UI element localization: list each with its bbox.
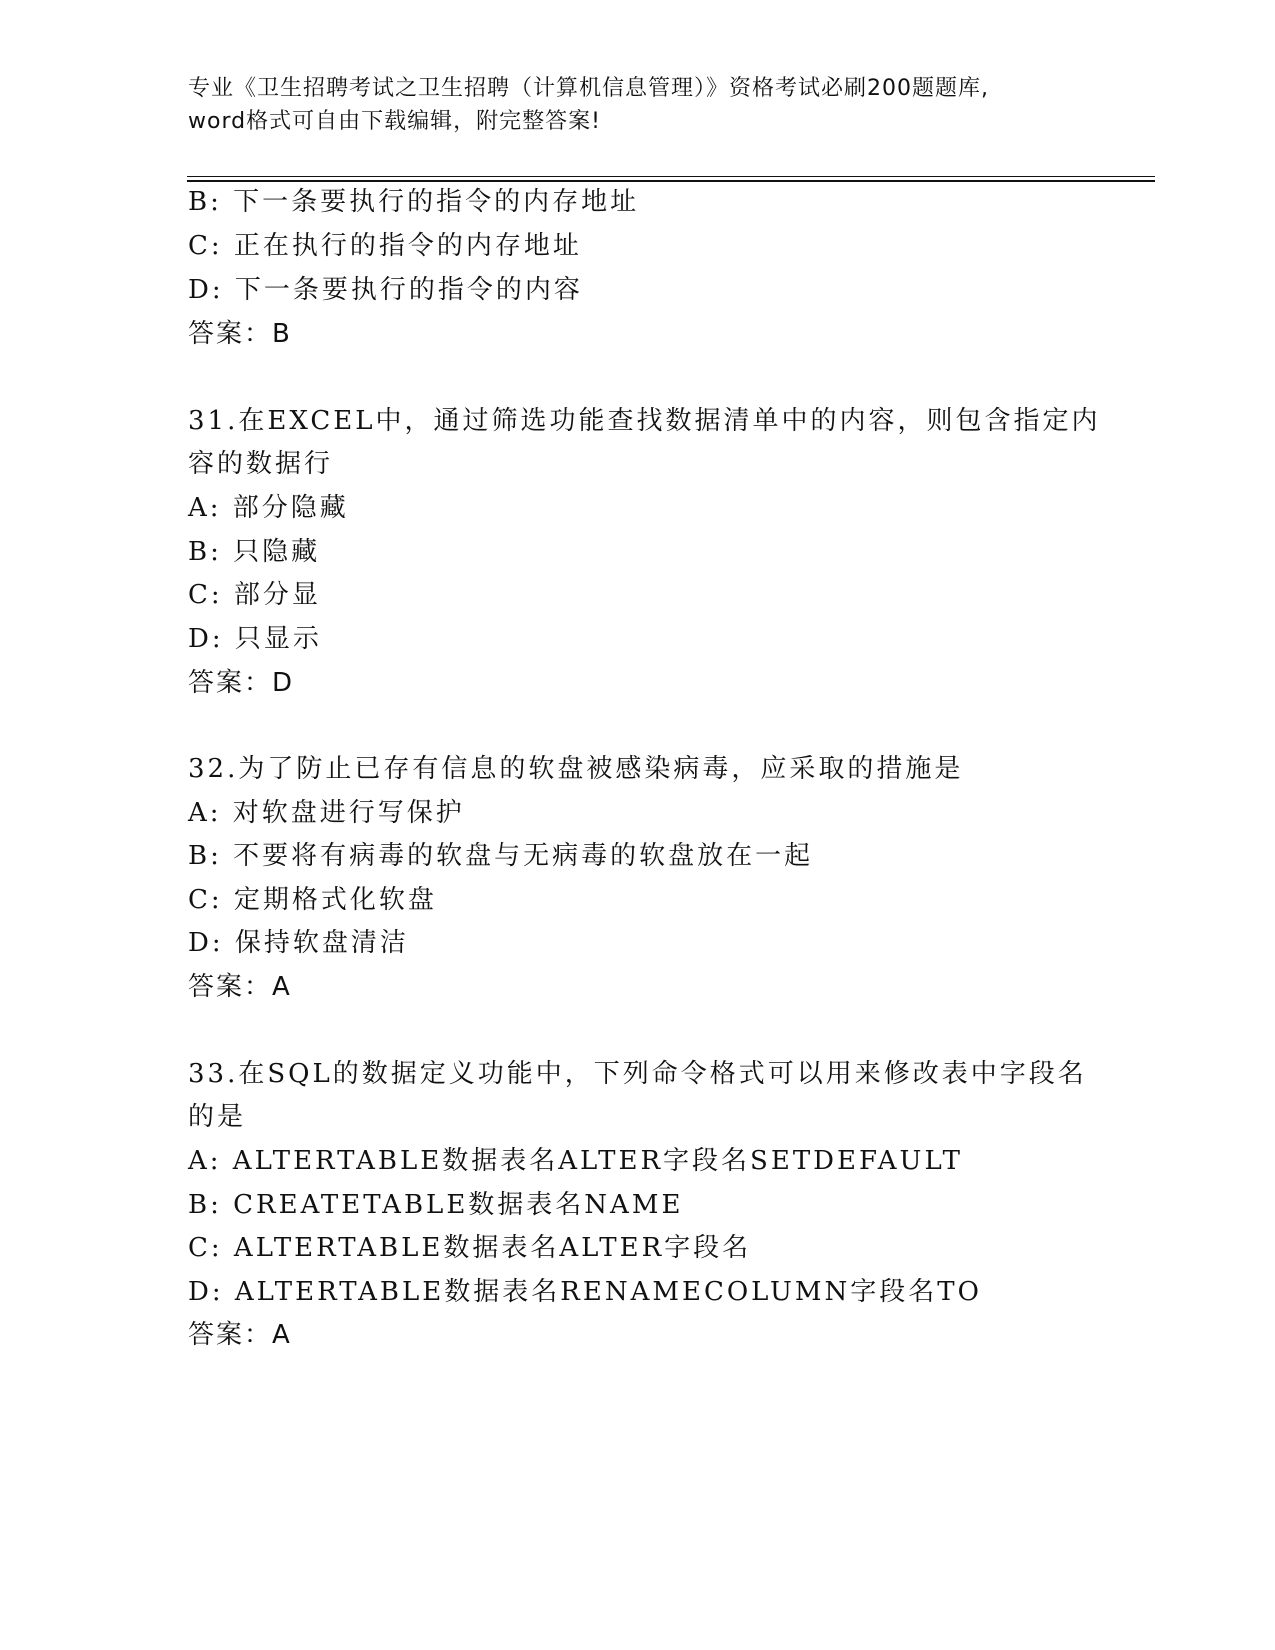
option-c: C: 部分显 <box>188 580 321 610</box>
option-b: B: CREATETABLE数据表名NAME <box>188 1190 684 1220</box>
question-stem: 33.在SQL的数据定义功能中，下列命令格式可以用来修改表中字段名 <box>188 1059 1087 1089</box>
option-d: D: ALTERTABLE数据表名RENAMECOLUMN字段名TO <box>188 1277 982 1307</box>
answer-line: 答案：B <box>188 319 292 349</box>
option-c: C: 定期格式化软盘 <box>188 885 437 915</box>
option-b: B: 不要将有病毒的软盘与无病毒的软盘放在一起 <box>188 841 814 871</box>
question-stem: 的是 <box>188 1102 247 1132</box>
option-b: B: 只隐藏 <box>188 537 321 567</box>
answer-line: 答案：A <box>188 972 292 1002</box>
question-stem: 32.为了防止已存有信息的软盘被感染病毒，应采取的措施是 <box>188 754 964 784</box>
option-c: C: ALTERTABLE数据表名ALTER字段名 <box>188 1233 752 1263</box>
option-d: D: 下一条要执行的指令的内容 <box>188 275 583 305</box>
option-c: C: 正在执行的指令的内存地址 <box>188 231 582 261</box>
option-b: B: 下一条要执行的指令的内存地址 <box>188 187 640 217</box>
header-divider-thick <box>187 180 1155 182</box>
option-a: A: 部分隐藏 <box>188 493 349 523</box>
option-d: D: 只显示 <box>188 624 322 654</box>
header-title-line-2: word格式可自由下载编辑，附完整答案! <box>188 109 601 134</box>
question-stem: 容的数据行 <box>188 449 334 479</box>
header-title-line-1: 专业《卫生招聘考试之卫生招聘（计算机信息管理）》资格考试必刷200题题库, <box>188 76 989 101</box>
option-d: D: 保持软盘清洁 <box>188 928 409 958</box>
header-divider-thin <box>187 176 1155 177</box>
answer-line: 答案：D <box>188 668 295 698</box>
option-a: A: 对软盘进行写保护 <box>188 798 465 828</box>
document-header <box>188 72 1088 138</box>
answer-line: 答案：A <box>188 1320 292 1350</box>
option-a: A: ALTERTABLE数据表名ALTER字段名SETDEFAULT <box>188 1146 963 1176</box>
question-stem: 31.在EXCEL中，通过筛选功能查找数据清单中的内容，则包含指定内 <box>188 406 1101 436</box>
